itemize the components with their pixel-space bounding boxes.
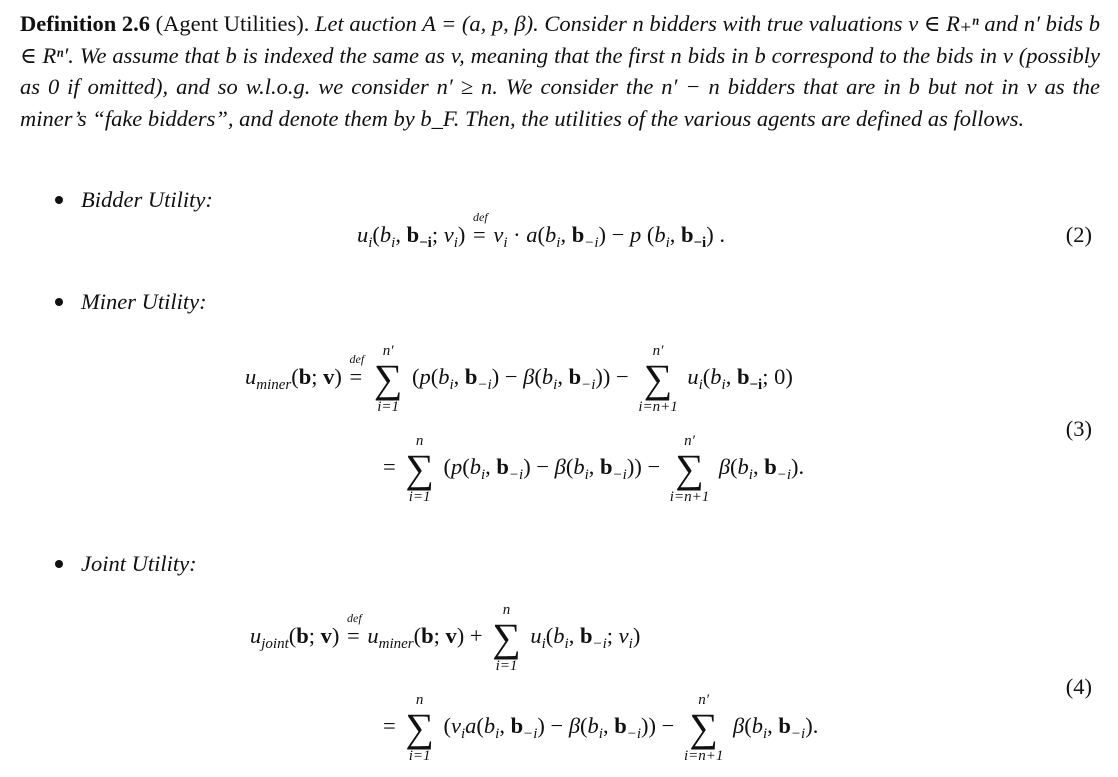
bullet-bidder-utility <box>55 187 213 213</box>
equation-2: $u_i(b_i$, $b_{-i}$; $v_i$) def = $v_i \cdot a(b_i$, $b_{-i}) - p$ ($b_i$, $b_{-i}$) . <box>357 210 725 251</box>
equation-4-line-2: = n ∑ i=1 ($v_ia(b_i$, $b_{-i}) - \beta(b_i$, $b_{-i}$)) − n′ ∑ i=n+1 $\beta(b_i$, $b_{-i}$). <box>383 692 819 764</box>
equation-3-line-2: = n ∑ i=1 ($p(b_i$, $b_{-i}) - \beta(b_i$, $b_{-i}$)) − n′ ∑ i=n+1 $\beta(b_i$, $b_{-i}$). <box>383 433 805 505</box>
definition-text-2: v ∈ R₊ⁿ and n′ bids b ∈ Rⁿ′. We assume that b is indexed the same as v, meaning that the first n <box>20 11 1101 68</box>
equation-4-line-1: $u_{joint}(b$; v) def = $u_{miner}(b$; v) + n ∑ i=1 $u_i(b_i$, $b_{-i}$; $v_i$) <box>250 602 641 674</box>
bullet-label: Joint Utility: <box>81 551 197 576</box>
bullet-label: Miner Utility: <box>81 289 207 314</box>
bullet-miner-utility <box>55 289 207 315</box>
equation-number-4: (4) <box>1065 674 1092 699</box>
bullet-dot <box>55 298 63 306</box>
definition-text-3: bids in b correspond to the bids in v (possibly as 0 if omitted), and so w.l.o.g. we consider n′ ≥ n. <box>20 42 1100 99</box>
definition-title: (Agent Utilities). <box>155 11 310 36</box>
equation-3-line-1: $u_{miner}(b$; v) def = n′ ∑ i=1 ($p(b_i$, $b_{-i}) - \beta(b_i$, $b_{-i}$)) − n′ ∑ i=n+1 $u_i(b_i$, $b_{-i}$; 0) <box>245 343 793 415</box>
definition-label: Definition 2.6 <box>20 11 151 36</box>
bullet-dot <box>55 196 63 204</box>
equation-number-3: (3) <box>1065 416 1092 441</box>
bullet-label: Bidder Utility: <box>81 187 213 212</box>
definition-text-5: them by b_F. Then, the utilities of the various agents are defined as follows. <box>344 105 1025 131</box>
definition-paragraph <box>20 8 1100 134</box>
bullet-dot <box>55 560 63 568</box>
definition-text-1: Let auction A = (a, p, β). Consider n bidders with true valuations <box>315 11 903 36</box>
bullet-joint-utility <box>55 551 197 577</box>
definition-text-4: We consider the n′ − n bidders that are in b but not in v as the miner’s “fake bidders”, and denote <box>20 74 1101 131</box>
equation-number-2: (2) <box>1065 222 1092 247</box>
